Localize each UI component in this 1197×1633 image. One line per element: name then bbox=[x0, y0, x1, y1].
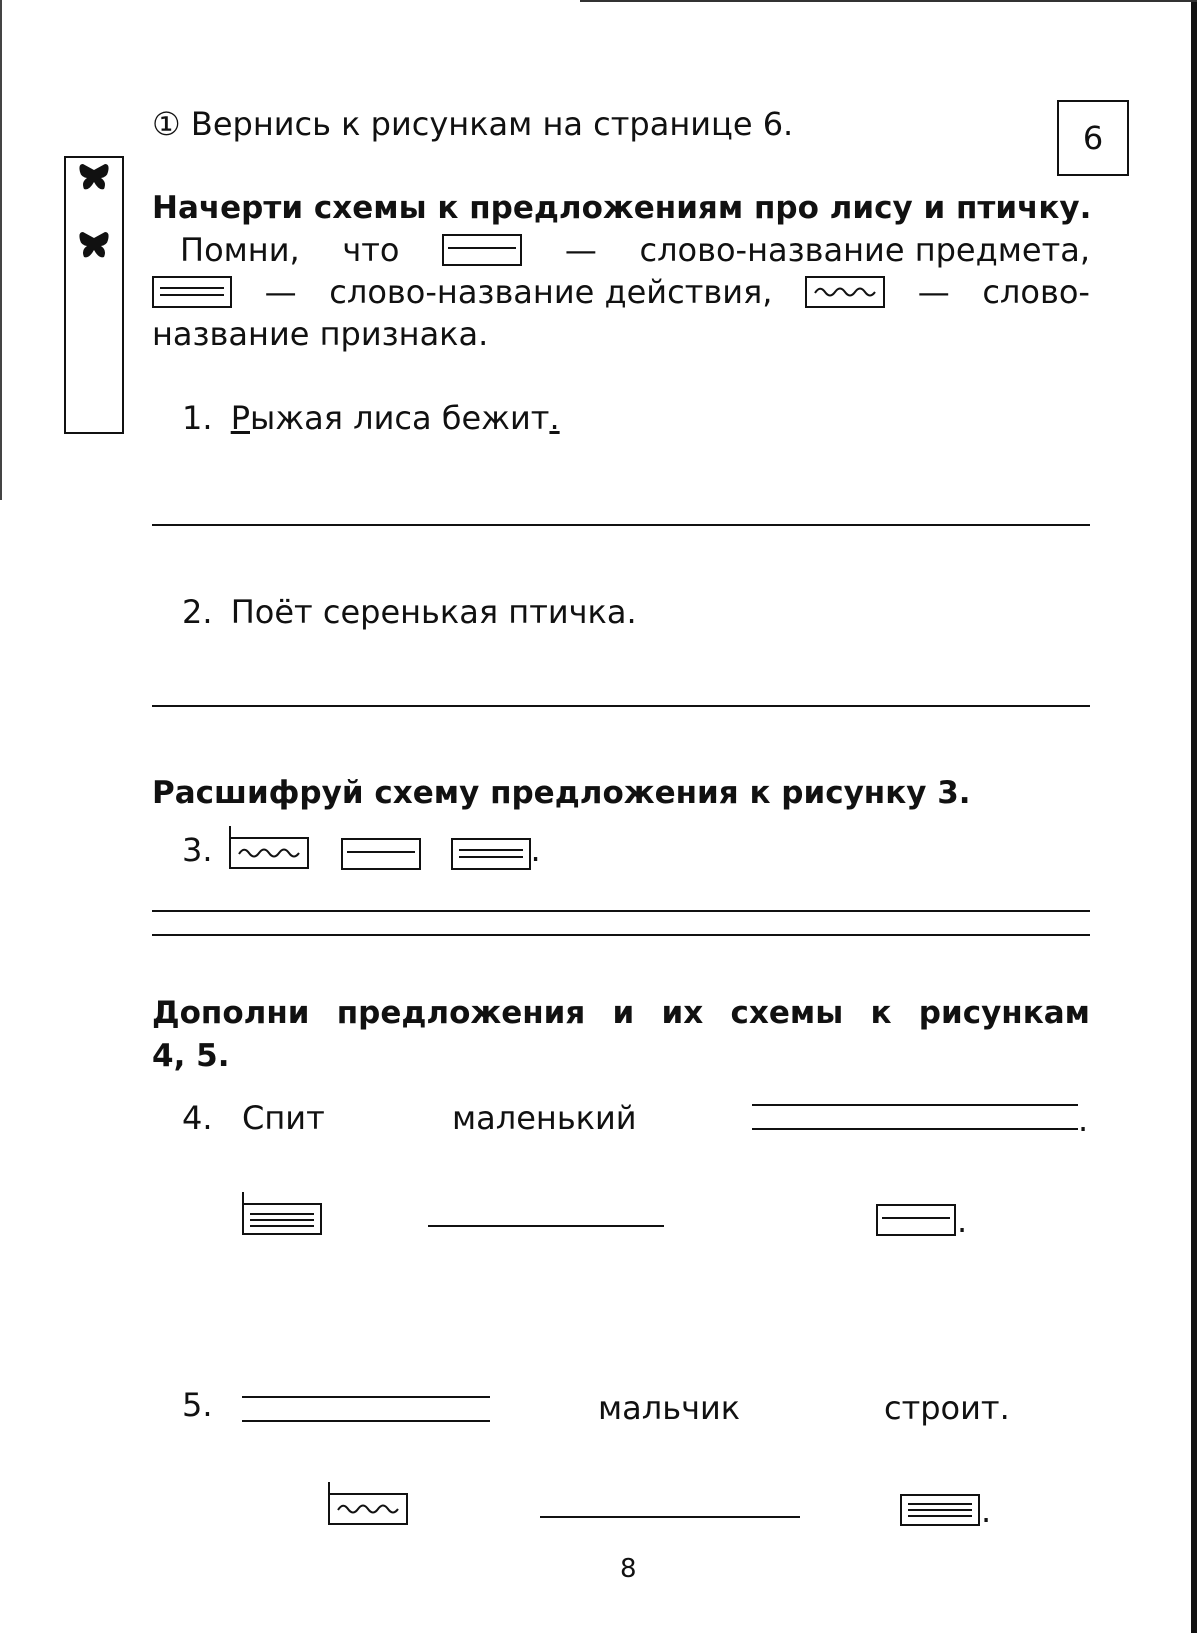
sentence-4-number: 4. bbox=[182, 1099, 213, 1137]
sentence-1-text: ыжая лиса бежит bbox=[250, 399, 550, 437]
sentence-1-first-letter: Р bbox=[230, 399, 250, 437]
noun-scheme-symbol bbox=[442, 234, 522, 266]
sentence-1-end: . bbox=[549, 399, 560, 437]
sentence-2 bbox=[182, 592, 637, 632]
sentence-5-blank-top[interactable] bbox=[242, 1396, 490, 1398]
remember-line-2 bbox=[152, 272, 1090, 312]
sentence-5-number: 5. bbox=[182, 1386, 213, 1424]
scan-edge-left bbox=[0, 0, 2, 500]
remember-line-1 bbox=[180, 230, 1090, 270]
verb-scheme-symbol bbox=[451, 838, 531, 870]
noun-scheme-symbol bbox=[876, 1204, 956, 1240]
answer-line-3a[interactable] bbox=[152, 910, 1090, 912]
dash: — bbox=[917, 273, 950, 311]
sentence-4-end: . bbox=[1078, 1101, 1089, 1139]
answer-line-3b[interactable] bbox=[152, 934, 1090, 936]
sentence-2-number: 2. bbox=[182, 593, 213, 631]
answer-line-2[interactable] bbox=[152, 705, 1090, 707]
sentence-2-text: Поёт серенькая птичка. bbox=[230, 593, 637, 631]
scan-edge-right bbox=[1191, 0, 1197, 1633]
adjective-definition-start: слово- bbox=[982, 273, 1090, 311]
heading-complete-sentences-cont: 4, 5. bbox=[152, 1038, 230, 1074]
remember-word: Помни, bbox=[180, 231, 300, 269]
heading-decode-scheme: Расшифруй схему предложения к рисунку 3. bbox=[152, 775, 971, 811]
sentence-5-word-2: мальчик bbox=[598, 1389, 741, 1427]
task-marker: ① bbox=[152, 105, 181, 143]
capital-adjective-scheme-symbol bbox=[326, 1480, 410, 1530]
butterfly-icon bbox=[78, 230, 110, 260]
verb-definition: слово-название действия, bbox=[329, 273, 773, 311]
sentence-4-word-2: маленький bbox=[452, 1099, 637, 1137]
sentence-5-word-3: строит. bbox=[884, 1389, 1010, 1427]
capital-verb-scheme-symbol bbox=[240, 1190, 324, 1240]
noun-scheme-symbol bbox=[341, 838, 421, 870]
butterfly-icon bbox=[78, 162, 110, 192]
sentence-1 bbox=[182, 398, 560, 438]
sentence-5-blank-bottom[interactable] bbox=[242, 1420, 490, 1422]
heading-complete-sentences: Дополни предложения и их схемы к рисункам bbox=[152, 995, 1090, 1031]
sentence-4-word-1: Спит bbox=[242, 1099, 325, 1137]
sentence-3-scheme bbox=[182, 824, 541, 870]
sentence-4-blank-top[interactable] bbox=[752, 1104, 1078, 1106]
footer-page-number: 8 bbox=[620, 1554, 637, 1584]
scheme-4-blank[interactable] bbox=[428, 1225, 664, 1227]
scheme-4-end: . bbox=[957, 1202, 968, 1240]
task-intro bbox=[152, 104, 793, 144]
scheme-5-end: . bbox=[981, 1492, 992, 1530]
sentence-1-number: 1. bbox=[182, 399, 213, 437]
sentence-3-end: . bbox=[530, 831, 541, 869]
sentence-3-number: 3. bbox=[182, 831, 213, 869]
verb-scheme-symbol bbox=[900, 1494, 980, 1530]
dash: — bbox=[264, 273, 297, 311]
page-reference-box bbox=[1057, 100, 1129, 176]
heading-draw-schemes: Начерти схемы к предложениям про лису и птичку. bbox=[152, 190, 1092, 226]
task-intro-text: Вернись к рисункам на странице 6. bbox=[190, 105, 794, 143]
page-reference-number: 6 bbox=[1082, 119, 1104, 157]
answer-line-1[interactable] bbox=[152, 524, 1090, 526]
scan-edge-top bbox=[580, 0, 1197, 2]
adjective-scheme-symbol bbox=[805, 276, 885, 308]
remember-that: что bbox=[342, 231, 400, 269]
margin-strip bbox=[64, 156, 124, 434]
verb-scheme-symbol bbox=[152, 276, 232, 308]
dash: — bbox=[564, 231, 597, 269]
sentence-4-blank-bottom[interactable] bbox=[752, 1128, 1078, 1130]
noun-definition: слово-название предмета, bbox=[639, 231, 1090, 269]
remember-line-3: название признака. bbox=[152, 315, 489, 353]
capital-adjective-scheme-symbol bbox=[227, 824, 311, 870]
scheme-5-blank[interactable] bbox=[540, 1516, 800, 1518]
